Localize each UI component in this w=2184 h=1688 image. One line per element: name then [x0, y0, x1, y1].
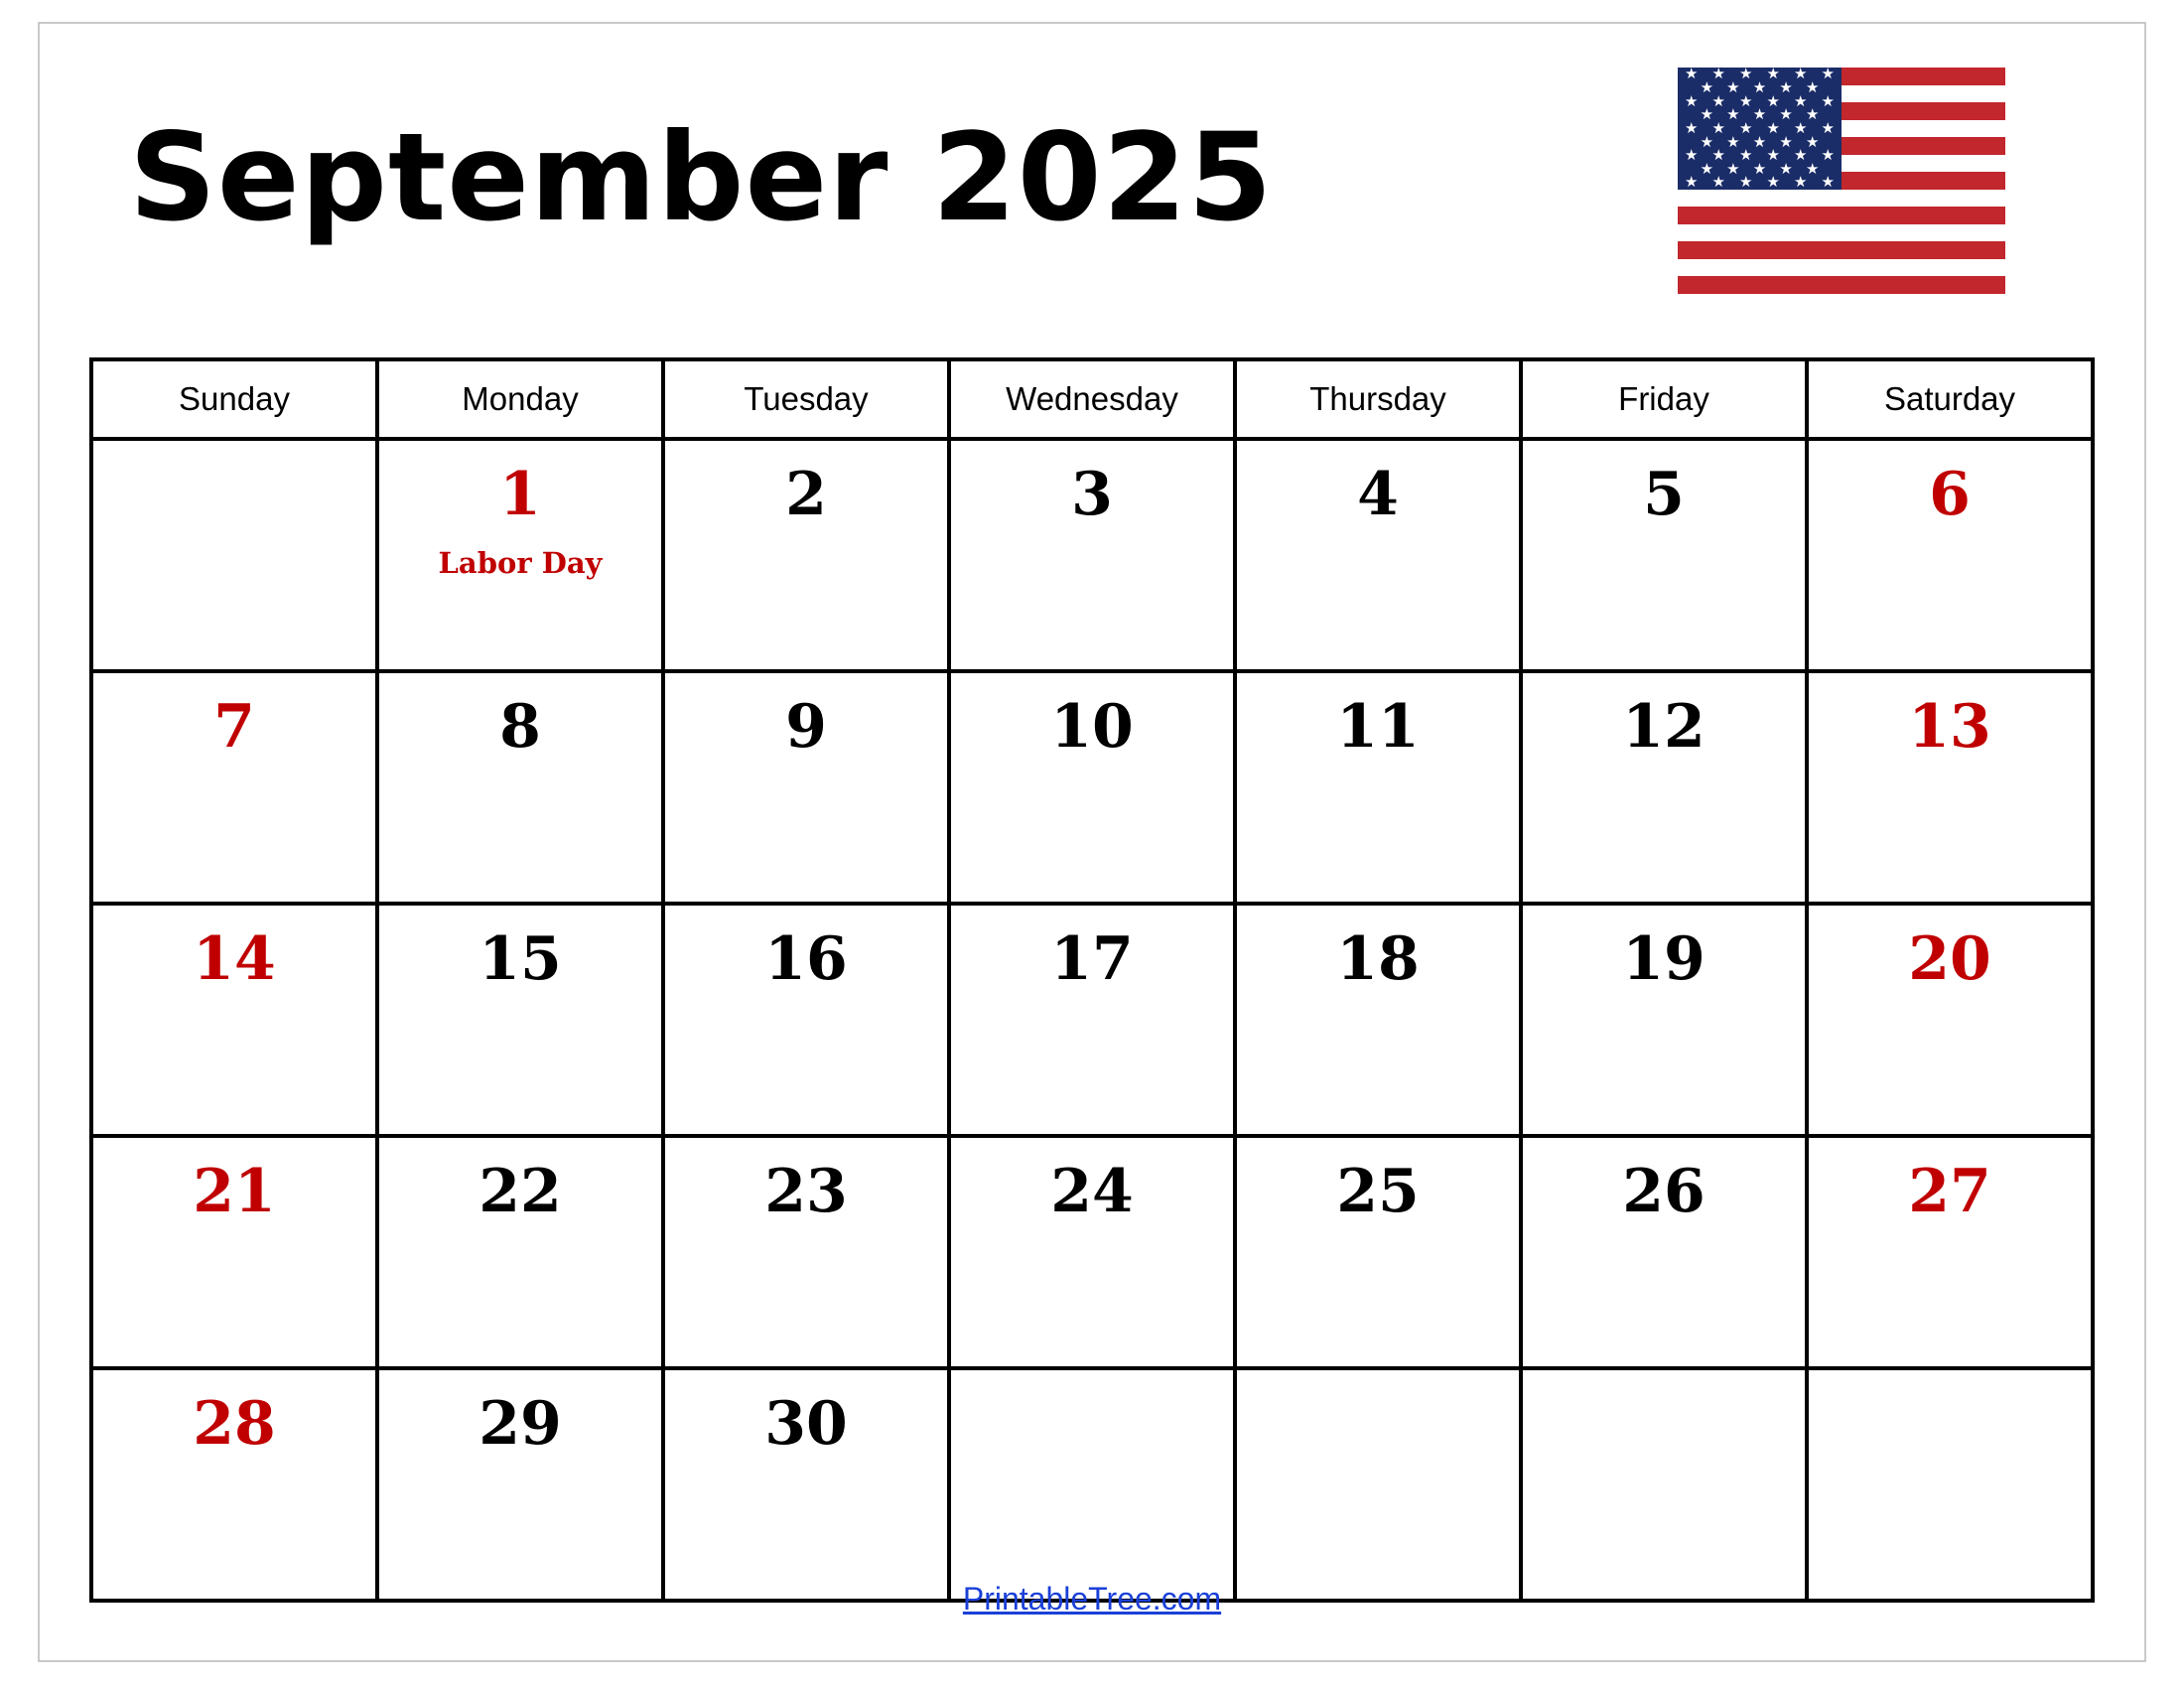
day-number: 23 [764, 1157, 848, 1226]
weekday-header-monday: Monday [377, 359, 663, 439]
day-cell[interactable] [949, 904, 1235, 1136]
footer [0, 1581, 2184, 1618]
day-number [93, 441, 375, 465]
day-number: 14 [193, 924, 276, 994]
day-number [1237, 1370, 1519, 1394]
day-number: 10 [1050, 692, 1134, 762]
day-cell[interactable] [377, 1368, 663, 1601]
day-cell[interactable] [1807, 1368, 2093, 1601]
day-cell[interactable] [1521, 1136, 1807, 1368]
day-cell[interactable] [1807, 904, 2093, 1136]
week-row [91, 1136, 2093, 1368]
day-number: 30 [764, 1389, 848, 1459]
day-cell[interactable] [377, 671, 663, 904]
day-number: 29 [478, 1389, 562, 1459]
day-number: 20 [1908, 924, 1991, 994]
day-number: 15 [478, 924, 562, 994]
flag-star-row: ★ ★ ★ ★ ★ ★ [1685, 147, 1835, 165]
day-cell[interactable] [1235, 904, 1521, 1136]
day-number [1523, 1370, 1805, 1394]
day-cell[interactable] [663, 904, 949, 1136]
day-number: 5 [1643, 460, 1685, 529]
day-cell[interactable] [663, 439, 949, 671]
day-cell[interactable] [1521, 904, 1807, 1136]
day-number: 25 [1336, 1157, 1420, 1226]
day-number: 18 [1336, 924, 1420, 994]
day-number: 2 [785, 460, 827, 529]
day-cell[interactable] [1521, 1368, 1807, 1601]
day-number: 16 [764, 924, 848, 994]
day-number: 4 [1357, 460, 1399, 529]
day-number: 24 [1050, 1157, 1134, 1226]
flag-stripe [1678, 190, 2005, 208]
flag-star-row: ★ ★ ★ ★ ★ [1700, 133, 1820, 151]
day-number: 8 [499, 692, 541, 762]
day-number: 1 [499, 460, 541, 529]
week-row [91, 439, 2093, 671]
flag-star-row: ★ ★ ★ ★ ★ ★ [1685, 119, 1835, 137]
day-number: 13 [1908, 692, 1991, 762]
day-cell[interactable] [1235, 1136, 1521, 1368]
flag-star-row: ★ ★ ★ ★ ★ ★ [1685, 174, 1835, 190]
flag-stripe [1678, 241, 2005, 259]
day-cell[interactable] [949, 439, 1235, 671]
source-link[interactable]: PrintableTree.com [962, 1581, 1222, 1617]
day-cell[interactable] [663, 1136, 949, 1368]
weekday-header-tuesday: Tuesday [663, 359, 949, 439]
week-row [91, 904, 2093, 1136]
flag-stripe [1678, 276, 2005, 294]
day-cell[interactable] [1521, 439, 1807, 671]
day-cell[interactable] [91, 671, 377, 904]
day-cell[interactable] [91, 904, 377, 1136]
day-number: 27 [1908, 1157, 1991, 1226]
flag-star-row: ★ ★ ★ ★ ★ [1700, 106, 1820, 124]
day-number: 22 [478, 1157, 562, 1226]
day-cell[interactable] [1235, 671, 1521, 904]
flag-stripe [1678, 207, 2005, 224]
flag-stripe [1678, 224, 2005, 242]
day-number: 26 [1622, 1157, 1706, 1226]
day-number: 17 [1050, 924, 1134, 994]
day-cell[interactable] [1235, 439, 1521, 671]
month-grid [89, 357, 2095, 1603]
day-number: 28 [193, 1389, 276, 1459]
flag-star-row: ★ ★ ★ ★ ★ [1700, 160, 1820, 178]
day-number: 12 [1622, 692, 1706, 762]
day-number: 11 [1336, 692, 1420, 762]
usa-flag-icon [1678, 68, 2005, 294]
weekday-header-saturday: Saturday [1807, 359, 2093, 439]
day-cell[interactable] [1807, 671, 2093, 904]
day-number: 3 [1071, 460, 1113, 529]
day-cell[interactable] [91, 1368, 377, 1601]
flag-star-row: ★ ★ ★ ★ ★ [1700, 78, 1820, 96]
page-title: September 2025 [129, 107, 1274, 248]
week-row [91, 671, 2093, 904]
day-cell[interactable] [949, 1368, 1235, 1601]
day-cell[interactable] [377, 1136, 663, 1368]
day-cell[interactable] [1235, 1368, 1521, 1601]
day-cell[interactable] [663, 1368, 949, 1601]
day-cell[interactable] [949, 1136, 1235, 1368]
weekday-header-friday: Friday [1521, 359, 1807, 439]
weekday-header-wednesday: Wednesday [949, 359, 1235, 439]
flag-star-row: ★ ★ ★ ★ ★ ★ [1685, 68, 1835, 83]
day-cell[interactable] [377, 439, 663, 671]
day-number [951, 1370, 1233, 1394]
flag-star-row: ★ ★ ★ ★ ★ ★ [1685, 92, 1835, 110]
day-number: 9 [785, 692, 827, 762]
day-cell[interactable] [663, 671, 949, 904]
day-number: 19 [1622, 924, 1706, 994]
day-cell[interactable] [949, 671, 1235, 904]
day-cell[interactable] [1807, 1136, 2093, 1368]
day-cell[interactable] [1807, 439, 2093, 671]
day-number: 21 [193, 1157, 276, 1226]
day-cell[interactable] [1521, 671, 1807, 904]
weekday-header-thursday: Thursday [1235, 359, 1521, 439]
day-cell[interactable] [91, 439, 377, 671]
day-cell[interactable] [377, 904, 663, 1136]
week-row [91, 1368, 2093, 1601]
flag-canton [1678, 68, 1842, 190]
day-number: 7 [213, 692, 255, 762]
weekday-header-sunday: Sunday [91, 359, 377, 439]
day-number: 6 [1929, 460, 1971, 529]
flag-stripe [1678, 259, 2005, 277]
day-number [1809, 1370, 2091, 1394]
day-cell[interactable] [91, 1136, 377, 1368]
weekday-header-row [91, 359, 2093, 439]
day-event: Labor Day [438, 546, 603, 580]
